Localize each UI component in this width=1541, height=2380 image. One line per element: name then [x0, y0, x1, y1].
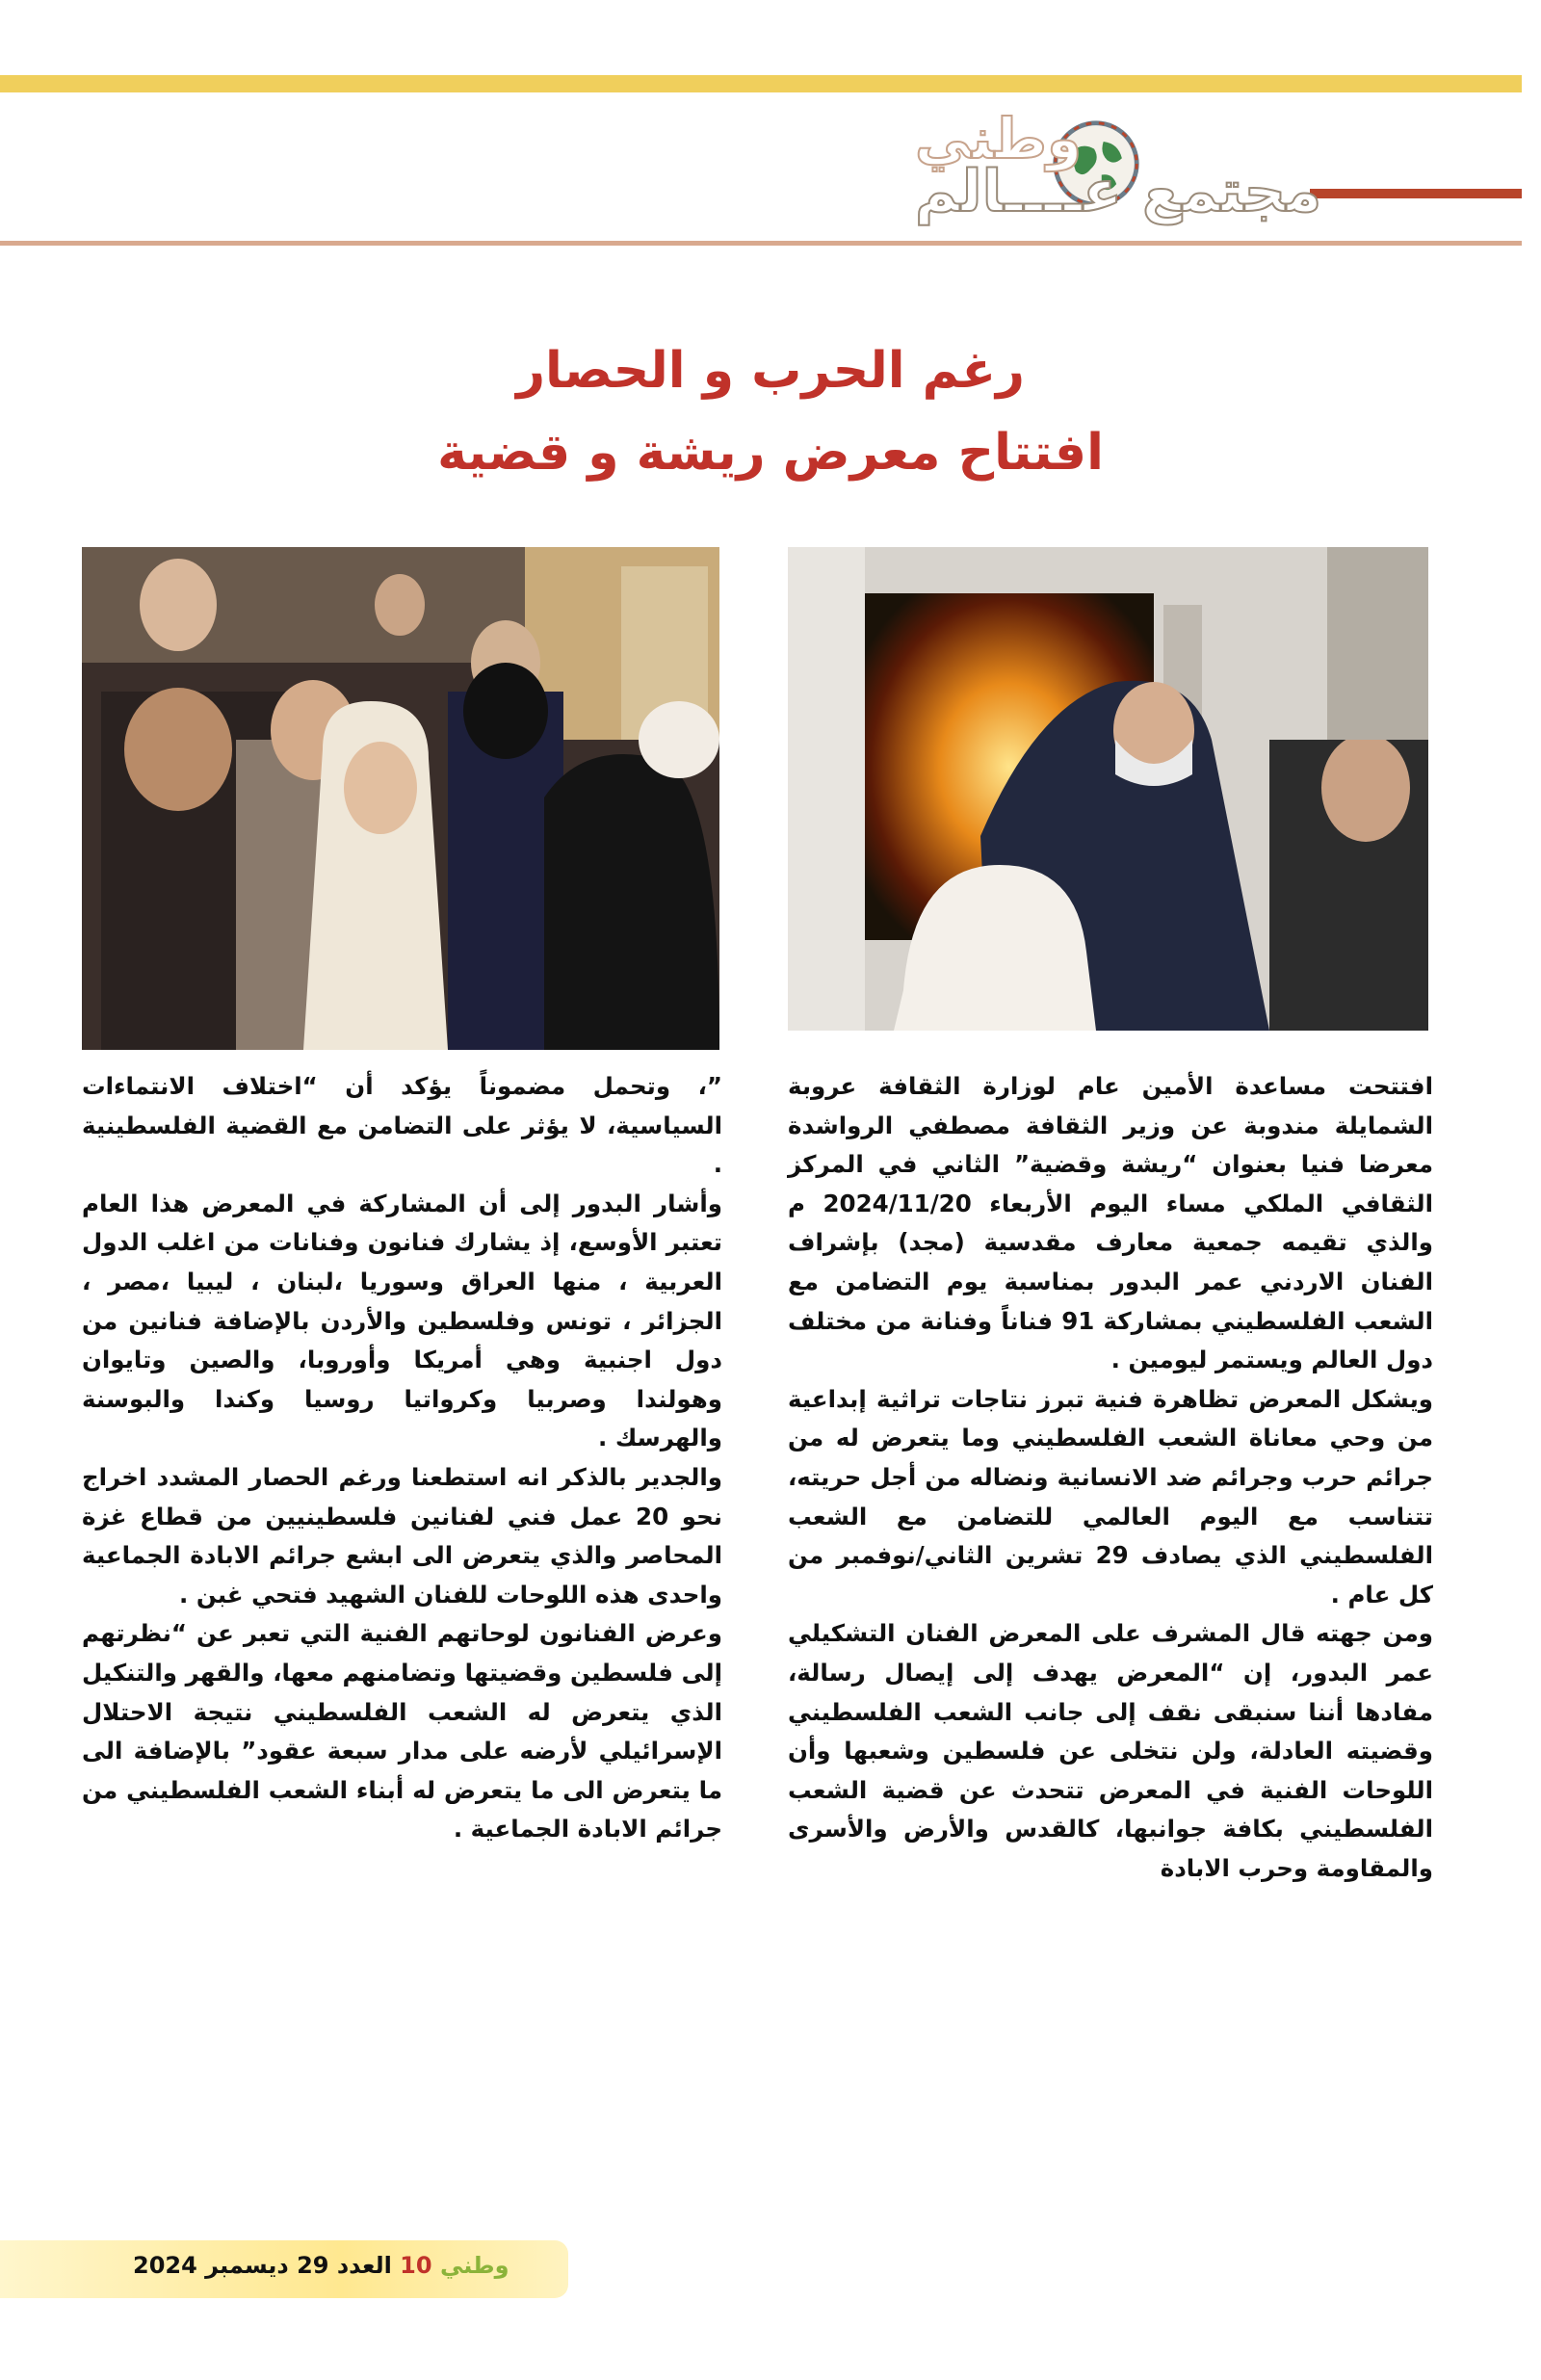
exhibition-crowd-photo	[82, 547, 719, 1050]
article-column-left	[82, 1067, 722, 1849]
paragraph: افتتحت مساعدة الأمين عام لوزارة الثقافة عروبة الشمايلة مندوبة عن وزير الثقافة مصطفي الرواشدة معرضا فنيا بعنوان “ريشة وقضية” الثاني في المركز الثقافي الملكي مساء اليوم الأربعاء 2024/11/20 م والذي تقيمه جمعية معارف مقدسية (مجد) بإشراف الفنان الاردني عمر البدور بمناسبة يوم التضامن مع الشعب الفلسطيني بمشاركة 91 فناناً وفنانة من مختلف دول العالم ويستمر ليومين .	[788, 1072, 1433, 1374]
top-accent-bar	[0, 75, 1522, 92]
paragraph: ”، وتحمل مضموناً يؤكد أن “اختلاف الانتماءات السياسية، لا يؤثر على التضامن مع القضية الفلسطينية .	[82, 1072, 722, 1179]
issue-info: العدد 29 ديسمبر 2024	[133, 2252, 392, 2279]
paragraph: والجدير بالذكر انه استطعنا ورغم الحصار المشدد اخراج نحو 20 عمل فني لفنانين فلسطينيين من قطاع غزة المحاصر والذي يتعرض الى ابشع جرائم الابادة الجماعية واحدى هذه اللوحات للفنان الشهيد فتحي غبن .	[82, 1462, 722, 1608]
paragraph: وعرض الفنانون لوحاتهم الفنية التي تعبر عن “نظرتهم إلى فلسطين وقضيتها وتضامنهم معها، والقهر والتنكيل الذي يتعرض له الشعب الفلسطيني نتيجة الاحتلال الإسرائيلي لأرضه على مدار سبعة عقود” بالإضافة الى ما يتعرض الى ما يتعرض له أبناء الشعب الفلسطيني من جرائم الابادة الجماعية .	[82, 1619, 722, 1844]
artist-painting-photo	[788, 547, 1428, 1031]
page-footer	[133, 2252, 509, 2279]
logo-underline	[1310, 189, 1522, 198]
logo-word-bottom: مجتمع عــــالم	[915, 158, 1322, 225]
paragraph: ومن جهته قال المشرف على المعرض الفنان التشكيلي عمر البدور، إن “المعرض يهدف إلى إيصال رسالة، مفادها أننا سنبقى نقف إلى جانب الشعب الفلسطيني وقضيته العادلة، ولن نتخلى عن فلسطين وشعبها وأن اللوحات الفنية في المعرض تتحدث عن قضية الشعب الفلسطيني بكافة جوانبها، كالقدس والأرض والأسرى والمقاومة وحرب الابادة	[788, 1619, 1433, 1882]
headline-line-1: رغم الحرب و الحصار	[516, 342, 1025, 400]
page-number: 10	[400, 2252, 432, 2279]
headline-line-2: افتتاح معرض ريشة و قضية	[437, 424, 1104, 482]
paragraph: وأشار البدور إلى أن المشاركة في المعرض هذا العام تعتبر الأوسع، إذ يشارك فنانون وفنانات من اغلب الدول العربية ، منها العراق وسوريا ،لبنان ، ليبيا ،مصر ، الجزائر ، تونس وفلسطين والأردن بالإضافة فنانين من دول اجنبية وهي أمريكا وأوروبا، والصين وتايوان وهولندا وصربيا وكرواتيا روسيا وكندا والبوسنة والهرسك .	[82, 1189, 722, 1452]
logo-word-top: وطني	[915, 106, 1083, 171]
paragraph: ويشكل المعرض تظاهرة فنية تبرز نتاجات تراثية إبداعية من وحي معاناة الشعب الفلسطيني وما يتعرض له من جرائم حرب وجرائم ضد الانسانية ونضاله من أجل حريته، تتناسب مع اليوم العالمي للتضامن مع الشعب الفلسطيني الذي يصادف 29 تشرين الثاني/نوفمبر من كل عام .	[788, 1384, 1433, 1608]
article-column-right	[788, 1067, 1433, 1888]
magazine-logo	[896, 106, 1522, 225]
header-divider	[0, 241, 1522, 246]
footer-brand: وطني	[439, 2252, 509, 2279]
